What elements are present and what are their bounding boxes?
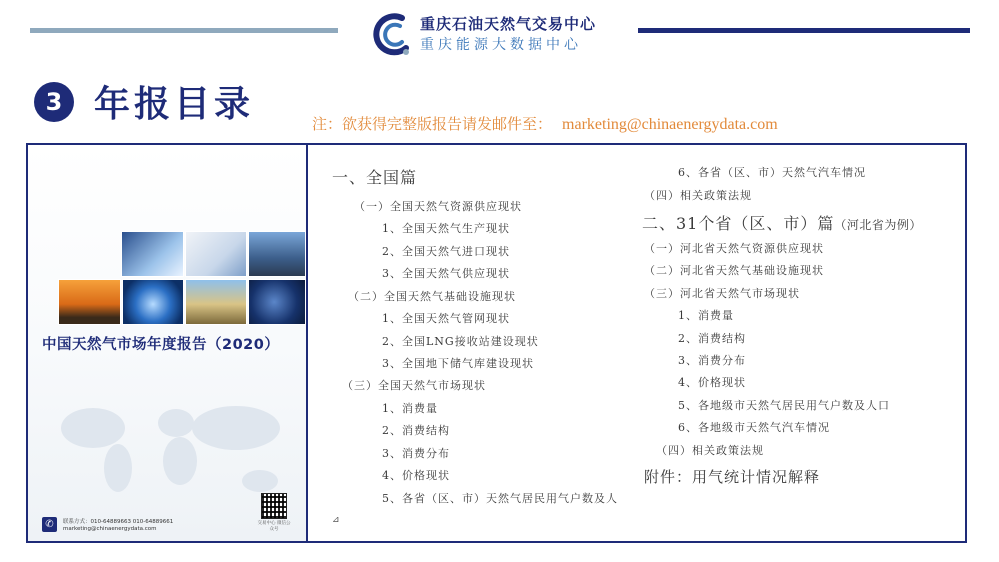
cover-photo-oil-pump [58,279,121,325]
toc-item: 6、各地级市天然气汽车情况 [678,421,830,434]
org-name-secondary: 重庆能源大数据中心 [420,37,582,53]
toc-item: 1、消费量 [382,402,438,415]
toc-item: 2、消费结构 [382,424,450,437]
cover-photo-globe [122,279,184,325]
toc-section: （一）河北省天然气资源供应现状 [644,242,824,255]
toc-section: （四）相关政策法规 [656,444,764,457]
toc-section: （二）河北省天然气基础设施现状 [644,264,824,277]
toc-item: 3、消费分布 [678,354,746,367]
toc-section: （四）相关政策法规 [644,189,752,202]
edit-marker-icon: ⊿ [332,515,340,525]
toc-appendix: 附件：用气统计情况解释 [644,468,821,486]
toc-item: 2、消费结构 [678,332,746,345]
page-title: 年报目录 [94,84,255,125]
cover-contact-email: marketing@chinaenergydata.com [63,526,157,532]
header-divider-right [638,28,970,33]
contact-note-prefix: 注：欲获得完整版报告请发邮件至： [312,115,553,133]
toc-part2-title [642,211,922,234]
toc-item: 2、全国天然气进口现状 [382,245,510,258]
toc-section: （二）全国天然气基础设施现状 [348,290,516,303]
cover-contact-phone: 联系方式：010-64889663 010-64889661 [63,519,174,525]
toc-item: 3、全国天然气供应现状 [382,267,510,280]
toc-item: 3、消费分布 [382,447,450,460]
report-cover-image [28,145,308,541]
cover-photo-documents [185,231,247,277]
toc-section: （三）全国天然气市场现状 [342,379,486,392]
toc-section: （一）全国天然气资源供应现状 [354,200,522,213]
toc-item: 1、消费量 [678,309,734,322]
contact-note [312,113,778,134]
world-map-icon [48,393,298,503]
toc-item: 3、全国地下储气库建设现状 [382,357,534,370]
toc-item: 5、各省（区、市）天然气居民用气户数及人 [382,492,618,505]
cover-footer [42,515,298,537]
toc-item: 1、全国天然气管网现状 [382,312,510,325]
toc-item: 5、各地级市天然气居民用气户数及人口 [678,399,890,412]
cover-photo-charts [121,231,184,277]
toc-item: 2、全国LNG接收站建设现状 [382,335,539,348]
cover-photo-lng-terminal [248,231,306,277]
section-number-badge: 3 [34,82,74,122]
phone-icon: ✆ [42,517,57,532]
toc-part2-note: （河北省为例） [834,218,922,232]
qr-label: 交易中心 微信公众号 [257,521,291,532]
header-divider-left [30,28,338,33]
toc-part2-label: 二、31个省（区、市）篇 [642,214,835,233]
toc-section: （三）河北省天然气市场现状 [644,287,800,300]
toc-item: 4、价格现状 [382,469,450,482]
cover-photo-refinery [185,279,247,325]
toc-item: 4、价格现状 [678,376,746,389]
cover-photo-earth-network [248,279,306,325]
cover-title: 中国天然气市场年度报告（2020） [42,337,280,353]
toc-item: 6、各省（区、市）天然气汽车情况 [678,166,866,179]
toc-part1-title: 一、全国篇 [332,168,418,187]
toc-item: 1、全国天然气生产现状 [382,222,510,235]
org-name-primary: 重庆石油天然气交易中心 [420,15,597,33]
org-logo-icon [372,10,416,60]
contact-email-link[interactable]: marketing@chinaenergydata.com [562,116,778,133]
